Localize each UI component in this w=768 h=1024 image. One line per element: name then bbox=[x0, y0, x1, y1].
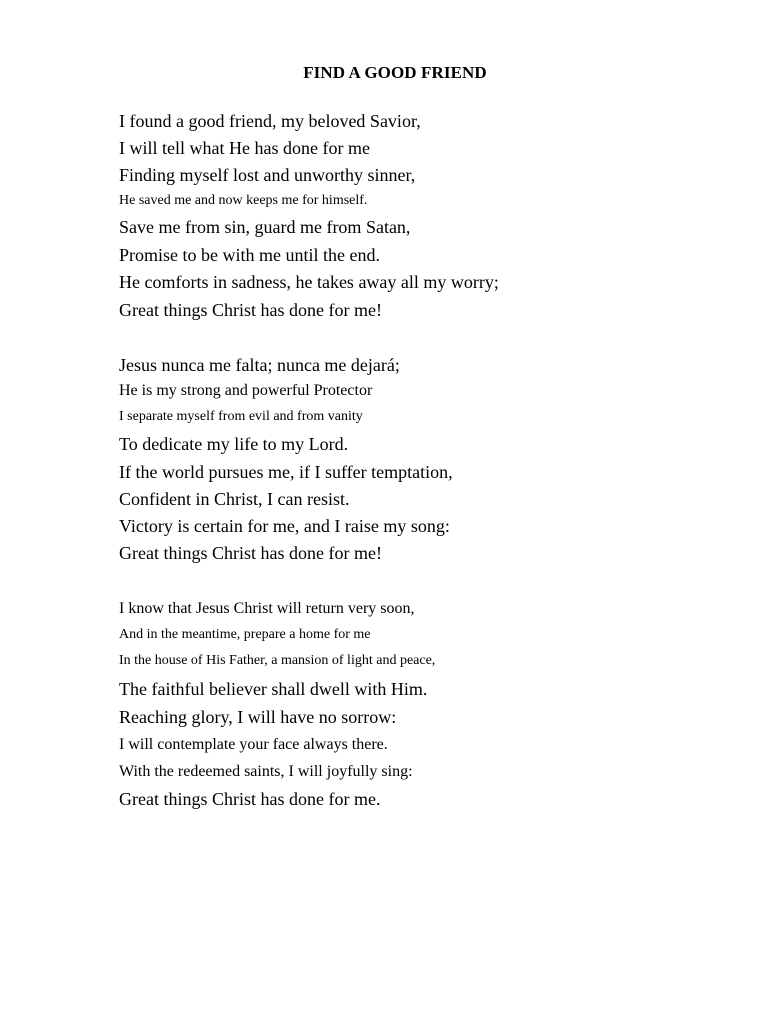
poem-line: Reaching glory, I will have no sorrow: bbox=[119, 707, 397, 727]
poem-line: Great things Christ has done for me! bbox=[119, 300, 382, 320]
stanza-2 bbox=[119, 352, 453, 567]
stanza-1 bbox=[119, 108, 499, 324]
poem-line: Promise to be with me until the end. bbox=[119, 245, 380, 265]
poem-line: Victory is certain for me, and I raise my song: bbox=[119, 516, 450, 536]
poem-line: Save me from sin, guard me from Satan, bbox=[119, 217, 411, 237]
poem-line: With the redeemed saints, I will joyfully sing: bbox=[119, 763, 413, 780]
poem-line: Finding myself lost and unworthy sinner, bbox=[119, 165, 416, 185]
poem-line: Great things Christ has done for me! bbox=[119, 543, 382, 563]
poem-line: He comforts in sadness, he takes away all my worry; bbox=[119, 272, 499, 292]
poem-line: He is my strong and powerful Protector bbox=[119, 382, 373, 399]
poem-line: I separate myself from evil and from vanity bbox=[119, 409, 363, 424]
poem-line: I found a good friend, my beloved Savior, bbox=[119, 111, 421, 131]
poem-line: Jesus nunca me falta; nunca me dejará; bbox=[119, 355, 400, 375]
poem-line: Confident in Christ, I can resist. bbox=[119, 489, 350, 509]
stanza-3 bbox=[119, 596, 435, 814]
poem-line: I will contemplate your face always there. bbox=[119, 736, 388, 753]
poem-line: He saved me and now keeps me for himself. bbox=[119, 193, 368, 208]
poem-line: To dedicate my life to my Lord. bbox=[119, 434, 349, 454]
poem-line: And in the meantime, prepare a home for me bbox=[119, 627, 371, 642]
poem-line: Great things Christ has done for me. bbox=[119, 789, 381, 809]
poem-line: I will tell what He has done for me bbox=[119, 138, 370, 158]
poem-line: I know that Jesus Christ will return very soon, bbox=[119, 600, 415, 617]
poem-line: In the house of His Father, a mansion of light and peace, bbox=[119, 653, 436, 668]
poem-line: The faithful believer shall dwell with Him. bbox=[119, 679, 428, 699]
poem-title: FIND A GOOD FRIEND bbox=[303, 63, 487, 82]
poem-line: If the world pursues me, if I suffer temptation, bbox=[119, 462, 453, 482]
